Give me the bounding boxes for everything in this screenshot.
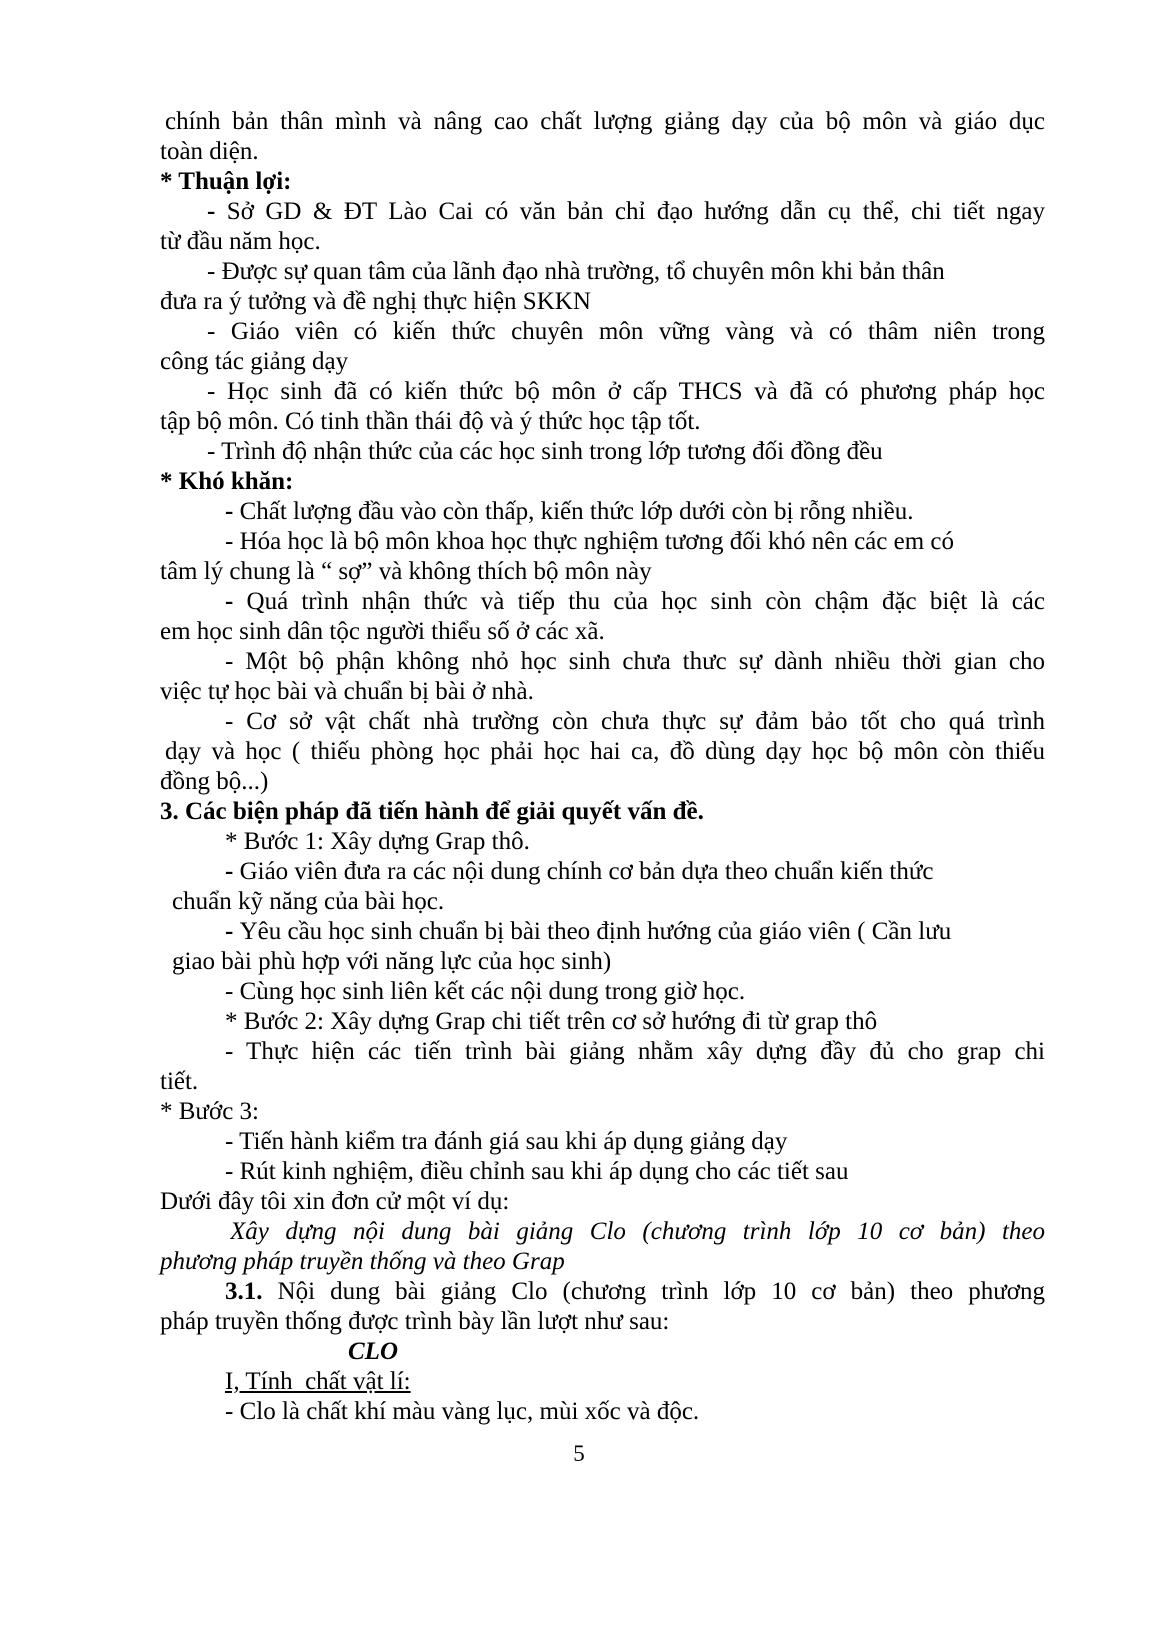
difficulty-4-line-1: - Một bộ phận không nhỏ học sinh chưa thưc sự dành nhiều thời gian cho bbox=[225, 648, 1045, 675]
step-1-heading: * Bước 1: Xây dựng Grap thô. bbox=[225, 828, 530, 855]
step-1-b-line-2: giao bài phù hợp với năng lực của học sinh) bbox=[172, 948, 612, 975]
step-2-heading: * Bước 2: Xây dựng Grap chi tiết trên cơ sở hướng đi từ grap thô bbox=[225, 1008, 878, 1035]
step-1-b-line-1 bbox=[225, 917, 1158, 947]
advantage-4-line-1: - Học sinh đã có kiến thức bộ môn ở cấp THCS và đã có phương pháp học bbox=[207, 378, 1045, 405]
step-1-a-dash: - bbox=[225, 858, 240, 885]
advantage-3-line-1: - Giáo viên có kiến thức chuyên môn vững vàng và có thâm niên trong bbox=[207, 318, 1045, 345]
advantage-2-line-2: đưa ra ý tưởng và đề nghị thực hiện SKKN bbox=[160, 288, 591, 315]
page-number: 5 bbox=[573, 1441, 585, 1466]
step-3-heading: * Bước 3: bbox=[160, 1098, 259, 1125]
step-3-a: - Tiến hành kiểm tra đánh giá sau khi áp dụng giảng dạy bbox=[225, 1128, 788, 1155]
section-3-1-number: 3.1. bbox=[225, 1278, 263, 1305]
difficulty-1-text: Chất lượng đầu vào còn thấp, kiến thức lớp dưới còn bị rỗng nhiều. bbox=[239, 498, 914, 525]
measures-heading: 3. Các biện pháp đã tiến hành để giải quyết vấn đề. bbox=[160, 798, 704, 825]
step-1-a-text: Giáo viên đưa ra các nội dung chính cơ bản dựa theo chuẩn kiến thức bbox=[239, 858, 934, 885]
physical-property-1: - Clo là chất khí màu vàng lục, mùi xốc và độc. bbox=[225, 1398, 700, 1425]
step-1-b-text: Yêu cầu học sinh chuẩn bị bài theo định hướng của giáo viên ( Cần lưu bbox=[239, 918, 952, 945]
example-intro: Dưới đây tôi xin đơn cử một ví dụ: bbox=[160, 1188, 510, 1215]
step-1-c: - Cùng học sinh liên kết các nội dung trong giờ học. bbox=[225, 978, 746, 1005]
advantage-1-dash: - bbox=[207, 198, 227, 225]
example-line-2: phương pháp truyền thống và theo Grap bbox=[160, 1248, 565, 1275]
advantage-4-line-2: tập bộ môn. Có tinh thần thái độ và ý thức học tập tốt. bbox=[160, 408, 701, 435]
difficulty-3-line-2: em học sinh dân tộc người thiểu số ở các xã. bbox=[160, 618, 605, 645]
advantage-2-line-1: - Được sự quan tâm của lãnh đạo nhà trường, tổ chuyên môn khi bản thân bbox=[207, 258, 945, 285]
advantage-1-line-2: từ đầu năm học. bbox=[160, 228, 321, 255]
step-1-a-line-2: chuẩn kỹ năng của bài học. bbox=[172, 888, 445, 915]
lesson-title: CLO bbox=[348, 1338, 398, 1365]
intro-line-1: chính bản thân mình và nâng cao chất lượng giảng dạy của bộ môn và giáo dục bbox=[165, 108, 1045, 135]
advantage-1-line-1 bbox=[207, 197, 1045, 227]
example-line-1: Xây dựng nội dung bài giảng Clo (chương trình lớp 10 cơ bản) theo bbox=[230, 1218, 1045, 1245]
intro-line-2: toàn diện. bbox=[160, 138, 259, 165]
difficulty-1 bbox=[225, 497, 1158, 527]
difficulty-3-text: Quá trình nhận thức và tiếp thu của học sinh còn chậm đặc biệt là các bbox=[246, 588, 1045, 615]
difficulties-heading: * Khó khăn: bbox=[160, 468, 294, 495]
difficulty-3-dash: - bbox=[225, 588, 247, 615]
advantages-heading: * Thuận lợi: bbox=[160, 168, 292, 195]
section-3-1-line-1 bbox=[225, 1277, 1045, 1307]
section-3-1-line-2: pháp truyền thống được trình bày lần lượt như sau: bbox=[160, 1308, 670, 1335]
step-1-b-dash: - bbox=[225, 918, 240, 945]
difficulty-5-line-1: - Cơ sở vật chất nhà trường còn chưa thực sự đảm bảo tốt cho quá trình bbox=[225, 708, 1045, 735]
step-3-b: - Rút kinh nghiệm, điều chỉnh sau khi áp dụng cho các tiết sau bbox=[225, 1158, 849, 1185]
difficulty-3-line-1 bbox=[225, 587, 1045, 617]
advantage-5: - Trình độ nhận thức của các học sinh trong lớp tương đối đồng đều bbox=[207, 438, 883, 465]
section-3-1-text: Nội dung bài giảng Clo (chương trình lớp 10 cơ bản) theo phương bbox=[262, 1278, 1045, 1305]
physical-properties-heading: I, Tính chất vật lí: bbox=[225, 1368, 411, 1395]
advantage-1-text: Sở GD & ĐT Lào Cai có văn bản chỉ đạo hướng dẫn cụ thể, chi tiết ngay bbox=[226, 198, 1045, 225]
difficulty-5-line-3: đồng bộ...) bbox=[160, 768, 269, 795]
difficulty-2-line-2: tâm lý chung là “ sợ” và không thích bộ môn này bbox=[160, 558, 652, 585]
step-1-a-line-1 bbox=[225, 857, 1158, 887]
difficulty-5-line-2: dạy và học ( thiếu phòng học phải học hai ca, đồ dùng dạy học bộ môn còn thiếu bbox=[165, 738, 1045, 765]
step-2-a-line-1: - Thực hiện các tiến trình bài giảng nhằm xây dựng đầy đủ cho grap chi bbox=[225, 1038, 1045, 1065]
step-2-a-line-2: tiết. bbox=[160, 1068, 199, 1095]
advantage-3-line-2: công tác giảng dạy bbox=[160, 348, 349, 375]
difficulty-2-line-1: - Hóa học là bộ môn khoa học thực nghiệm tương đối khó nên các em có bbox=[225, 528, 955, 555]
difficulty-4-line-2: việc tự học bài và chuẩn bị bài ở nhà. bbox=[160, 678, 534, 705]
difficulty-1-dash: - bbox=[225, 498, 240, 525]
